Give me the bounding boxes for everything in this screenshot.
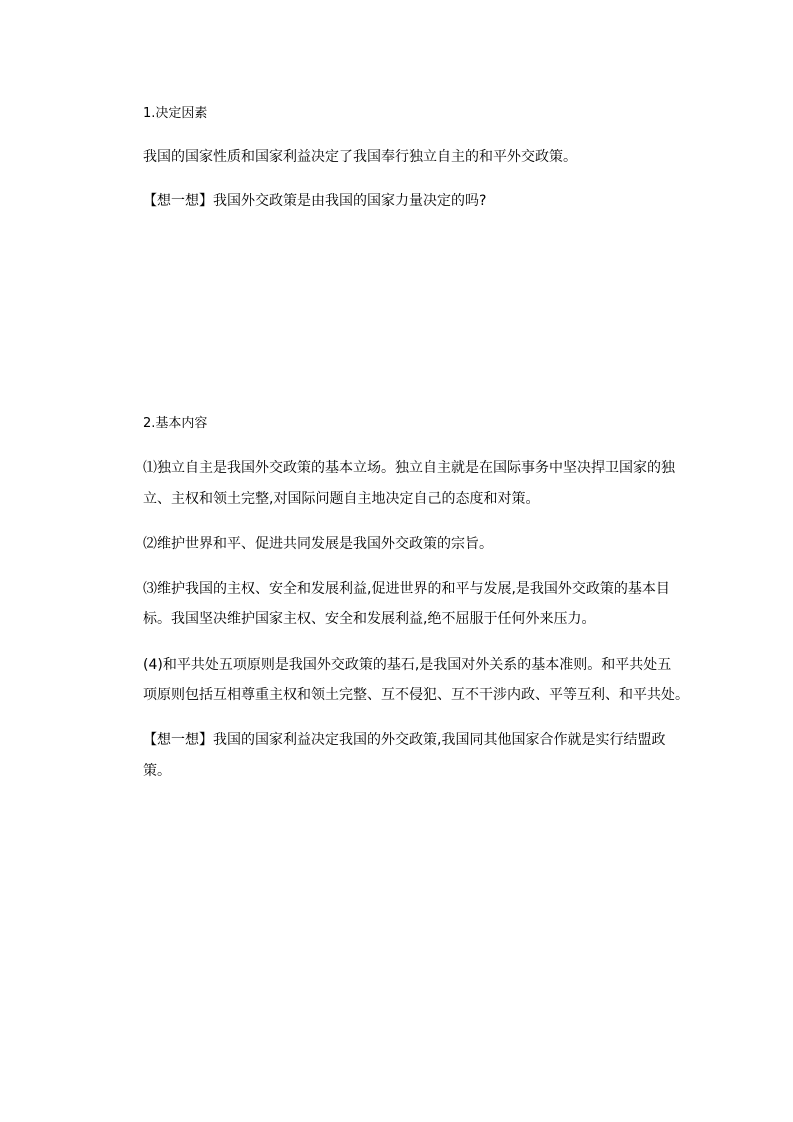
think-question-1: 【想一想】我国外交政策是由我国的国家力量决定的吗? (143, 193, 487, 209)
section-heading-basic-content: 2.基本内容 (143, 416, 208, 431)
think-question-2-line-2: 策。 (143, 763, 171, 779)
item-4-line-1: (4)和平共处五项原则是我国外交政策的基石,是我国对外关系的基本准则。和平共处五 (143, 657, 672, 673)
item-1-line-1: ⑴独立自主是我国外交政策的基本立场。独立自主就是在国际事务中坚决捍卫国家的独 (143, 460, 675, 476)
item-1-line-2: 立、主权和领土完整,对国际问题自主地决定自己的态度和对策。 (143, 491, 540, 507)
item-3-line-2: 标。我国坚决维护国家主权、安全和发展利益,绝不屈服于任何外来压力。 (143, 611, 596, 627)
think-question-2-line-1: 【想一想】我国的国家利益决定我国的外交政策,我国同其他国家合作就是实行结盟政 (143, 732, 666, 748)
item-4-line-2: 项原则包括互相尊重主权和领土完整、互不侵犯、互不干涉内政、平等互利、和平共处。 (143, 687, 689, 703)
section-heading-decisive-factors: 1.决定因素 (143, 106, 208, 121)
paragraph-decisive-factors: 我国的国家性质和国家利益决定了我国奉行独立自主的和平外交政策。 (143, 149, 577, 165)
item-2-line-1: ⑵维护世界和平、促进共同发展是我国外交政策的宗旨。 (143, 536, 493, 552)
item-3-line-1: ⑶维护我国的主权、安全和发展利益,促进世界的和平与发展,是我国外交政策的基本目 (143, 581, 670, 597)
